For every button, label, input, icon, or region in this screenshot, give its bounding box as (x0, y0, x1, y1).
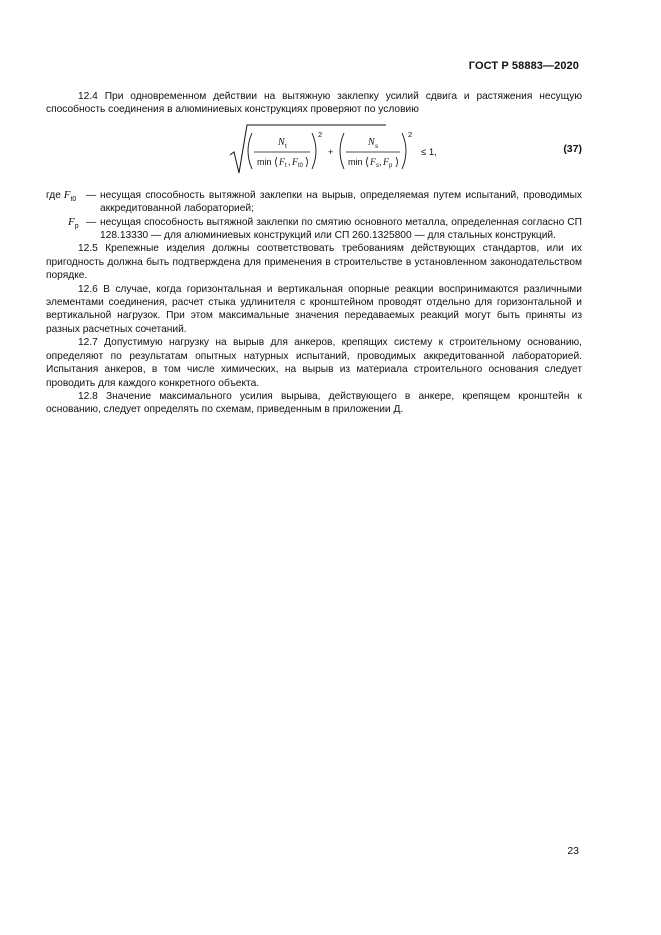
svg-text:2: 2 (318, 129, 323, 139)
svg-text:2: 2 (408, 129, 413, 139)
definitions-lead: где (46, 189, 61, 201)
paragraph-12-6: 12.6 В случае, когда горизонтальная и вертикальная опорные реакции воспринимаются различными элементами соединения, расчет стыка удлинителя с кронштейном проводят отдельно для горизонтальной и вертикальной нагрузок. При этом максимальные значения передаваемых реакций могут быть приняты из разных расчетных сочетаний. (46, 283, 582, 335)
svg-text:,: , (288, 156, 291, 167)
equation-number: (37) (563, 142, 582, 155)
document-body (46, 90, 582, 417)
formula-graphic (226, 121, 456, 183)
svg-text:F: F (370, 157, 376, 168)
definitions-list (46, 189, 582, 243)
svg-text:t: t (285, 162, 287, 169)
svg-text:min: min (257, 156, 272, 167)
svg-text:F: F (383, 157, 389, 168)
svg-text:t0: t0 (298, 162, 304, 169)
radical-sign (230, 125, 386, 173)
numerator-ns: N (368, 136, 375, 148)
formula-rhs: ≤ 1, (421, 146, 437, 158)
svg-text:min: min (348, 156, 363, 167)
svg-text:F: F (279, 157, 285, 168)
definition-fp: $F_p$ — несущая способность вытяжной заклепки по смятию основного металла, определенная согласно СП 128.13330 — для алюминиевых конструкций или СП 260.1325800 — для стальных конструкций. (68, 215, 582, 242)
document-header: ГОСТ Р 58883—2020 (468, 60, 579, 72)
svg-text:F: F (292, 157, 298, 168)
svg-text:s: s (376, 162, 379, 169)
page-number: 23 (567, 845, 579, 857)
svg-text:s: s (375, 142, 379, 150)
definition-ft0: где $F_{t0}$ — несущая способность вытяжной заклепки на вырыв, определяемая путем испытаний, проводимых аккредитованной лабораторией; (46, 188, 582, 215)
svg-text:t: t (285, 142, 287, 150)
paragraph-12-5: 12.5 Крепежные изделия должны соответствовать требованиям действующих стандартов, или их пригодность должна быть подтверждена для применения в строительстве в установленном законодательством порядке. (46, 243, 582, 282)
paragraph-12-8: 12.8 Значение максимального усилия вырыва, действующего в анкере, крепящем кронштейн к основанию, следует определять по схемам, приведенным в приложении Д. (46, 390, 582, 416)
svg-text:p: p (389, 162, 393, 169)
svg-text:+: + (328, 146, 334, 157)
svg-text:,: , (379, 156, 382, 167)
paragraph-12-4: 12.4 При одновременном действии на вытяжную заклепку усилий сдвига и растяжения несущую способность соединения в алюминиевых конструкциях проверяют по условию (46, 91, 582, 116)
numerator-nt: N (278, 136, 285, 148)
paragraph-12-7: 12.7 Допустимую нагрузку на вырыв для анкеров, крепящих систему к строительному основанию, определяют по результатам опытных натурных испытаний, проводимых аккредитованной лабораторией. Испытания анкеров, в том числе химических, на вырыв из материала строительного основания следует проводить для каждого конкретного объекта. (46, 337, 582, 389)
formula-37 (46, 121, 582, 183)
